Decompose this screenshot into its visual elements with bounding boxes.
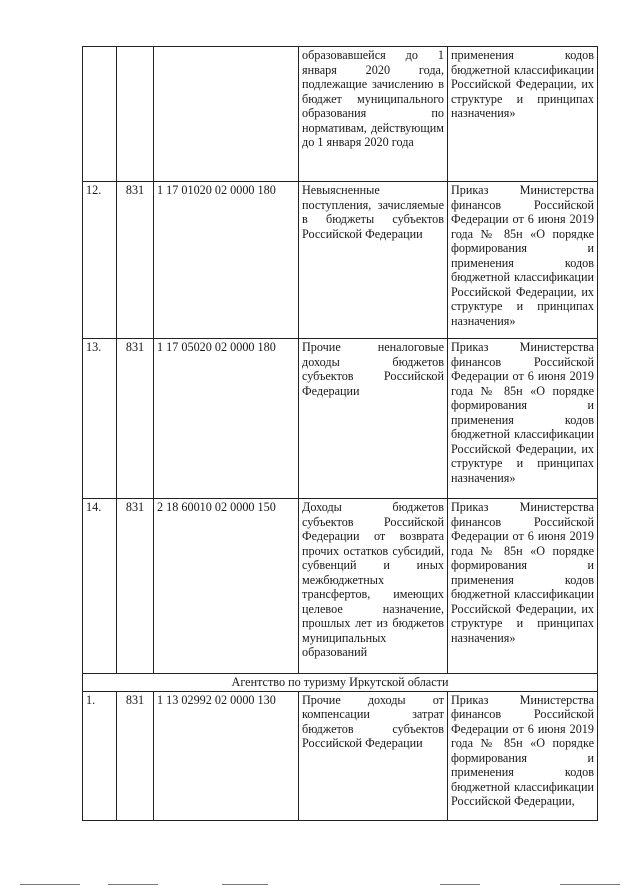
legal-basis: Приказ Министерства финансов Российской Федерации от 6 июня 2019 года № 85н «О порядке формирования и применения кодов бюджетной классификации Российской Федерации, их структуре и принципах назначения» bbox=[448, 499, 598, 674]
table-row bbox=[83, 499, 598, 674]
revenue-name: Невыясненные поступления, зачисляемые в бюджеты субъектов Российской Федерации bbox=[299, 182, 448, 339]
scan-artifact-line bbox=[560, 884, 620, 885]
row-number: 1. bbox=[83, 691, 117, 820]
section-title: Агентство по туризму Иркутской области bbox=[83, 674, 598, 692]
row-number: 13. bbox=[83, 339, 117, 499]
admin-code: 831 bbox=[117, 499, 154, 674]
revenue-name: Прочие доходы от компенсации затрат бюджетов субъектов Российской Федерации bbox=[299, 691, 448, 820]
row-number bbox=[83, 47, 117, 182]
admin-code bbox=[117, 47, 154, 182]
budget-classification-code bbox=[154, 47, 299, 182]
admin-code: 831 bbox=[117, 182, 154, 339]
section-header-row bbox=[83, 674, 598, 692]
budget-classification-code: 1 17 05020 02 0000 180 bbox=[154, 339, 299, 499]
legal-basis: Приказ Министерства финансов Российской Федерации от 6 июня 2019 года № 85н «О порядке формирования и применения кодов бюджетной классификации Российской Федерации, их структуре и принципах назначения» bbox=[448, 339, 598, 499]
table-row bbox=[83, 182, 598, 339]
scan-artifact-line bbox=[108, 884, 158, 885]
legal-basis: Приказ Министерства финансов Российской Федерации от 6 июня 2019 года № 85н «О порядке формирования и применения кодов бюджетной классификации Российской Федерации, bbox=[448, 691, 598, 820]
revenue-name: Доходы бюджетов субъектов Российской Федерации от возврата прочих остатков субсидий, субвенций и иных межбюджетных трансфертов, имеющих целевое назначение, прошлых лет из бюджетов муниципальных образований bbox=[299, 499, 448, 674]
revenue-name: Прочие неналоговые доходы бюджетов субъектов Российской Федерации bbox=[299, 339, 448, 499]
table-row bbox=[83, 691, 598, 820]
admin-code: 831 bbox=[117, 691, 154, 820]
scan-artifact-line bbox=[440, 884, 480, 885]
admin-code: 831 bbox=[117, 339, 154, 499]
revenue-codes-table bbox=[82, 46, 598, 821]
budget-classification-code: 2 18 60010 02 0000 150 bbox=[154, 499, 299, 674]
legal-basis: Приказ Министерства финансов Российской Федерации от 6 июня 2019 года № 85н «О порядке формирования и применения кодов бюджетной классификации Российской Федерации, их структуре и принципах назначения» bbox=[448, 182, 598, 339]
scan-artifact-line bbox=[20, 884, 80, 885]
row-number: 12. bbox=[83, 182, 117, 339]
table-row bbox=[83, 47, 598, 182]
legal-basis: применения кодов бюджетной классификации Российской Федерации, их структуре и принципах назначения» bbox=[448, 47, 598, 182]
revenue-name: образовавшейся до 1 января 2020 года, подлежащие зачислению в бюджет муниципального образования по нормативам, действующим до 1 января 2020 года bbox=[299, 47, 448, 182]
table-row bbox=[83, 339, 598, 499]
budget-classification-code: 1 13 02992 02 0000 130 bbox=[154, 691, 299, 820]
row-number: 14. bbox=[83, 499, 117, 674]
budget-classification-code: 1 17 01020 02 0000 180 bbox=[154, 182, 299, 339]
scan-artifact-line bbox=[222, 884, 268, 885]
